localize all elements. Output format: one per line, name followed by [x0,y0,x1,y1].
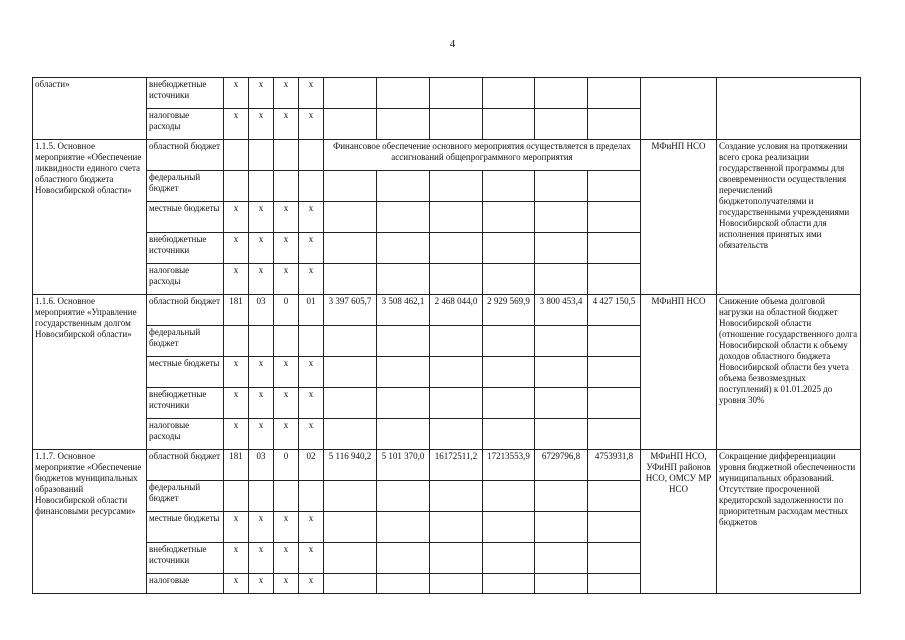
code-cell: х [249,419,274,450]
funding-source-cell: местные бюджеты [147,357,224,388]
code-cell: х [249,512,274,543]
code-cell: х [274,109,299,140]
code-cell: х [224,264,249,295]
code-cell: х [274,233,299,264]
code-cell: 0 [274,450,299,481]
code-cell: х [249,78,274,109]
executor-cell: МФиНП НСО, УФиНП районов НСО, ОМСУ МР НСО [641,450,717,594]
code-cell: х [224,109,249,140]
code-cell: х [274,78,299,109]
code-cell: 02 [299,450,324,481]
amount-cell: 3 397 605,7 [324,295,377,326]
code-cell: х [224,543,249,574]
amount-cell: 2 929 569,9 [483,295,535,326]
code-cell: х [224,233,249,264]
code-cell: х [224,78,249,109]
code-cell: х [299,357,324,388]
program-table [32,77,861,594]
code-cell: х [299,264,324,295]
code-cell: х [249,233,274,264]
funding-source-cell: федеральный бюджет [147,481,224,512]
table-row [33,295,861,326]
code-cell: х [299,543,324,574]
code-cell: х [224,419,249,450]
executor-cell: МФиНП НСО [641,140,717,295]
result-cell: Сокращение дифференциации уровня бюджетной обеспеченности муниципальных образований. Отсутствие просроченной кредиторской задолженности по приоритетным расходам местных бюджетов [717,450,861,594]
table-row [33,140,861,171]
code-cell: х [249,543,274,574]
funding-source-cell: внебюджетные источники [147,388,224,419]
funding-source-cell: налоговые [147,574,224,594]
code-cell: х [274,574,299,594]
code-cell: х [224,202,249,233]
funding-source-cell: областной бюджет [147,140,224,171]
code-cell: х [249,388,274,419]
code-cell: х [249,357,274,388]
amount-cell: 3 800 453,4 [535,295,588,326]
funding-note-cell: Финансовое обеспечение основного мероприятия осуществляется в пределах ассигнований общепрограммного мероприятия [324,140,641,171]
code-cell: х [299,512,324,543]
code-cell: 03 [249,295,274,326]
funding-source-cell: федеральный бюджет [147,326,224,357]
code-cell: х [274,357,299,388]
table-row [33,78,861,109]
funding-source-cell: внебюджетные источники [147,543,224,574]
amount-cell: 4753931,8 [588,450,641,481]
funding-source-cell: областной бюджет [147,295,224,326]
result-cell [717,78,861,140]
amount-cell: 6729796,8 [535,450,588,481]
amount-cell: 17213553,9 [483,450,535,481]
funding-source-cell: налоговые расходы [147,264,224,295]
amount-cell: 5 116 940,2 [324,450,377,481]
funding-source-cell: федеральный бюджет [147,171,224,202]
measure-name-cell: 1.1.5. Основное мероприятие «Обеспечение ликвидности единого счета областного бюджета Новосибирской области» [33,140,147,295]
code-cell: х [274,202,299,233]
measure-name-cell: области» [33,78,147,140]
funding-source-cell: областной бюджет [147,450,224,481]
code-cell: х [299,233,324,264]
code-cell: 181 [224,450,249,481]
amount-cell: 3 508 462,1 [377,295,430,326]
amount-cell: 2 468 044,0 [430,295,483,326]
table-row [33,450,861,481]
code-cell: х [249,264,274,295]
funding-source-cell: налоговые расходы [147,109,224,140]
funding-source-cell: внебюджетные источники [147,233,224,264]
funding-source-cell: местные бюджеты [147,202,224,233]
code-cell: х [224,357,249,388]
code-cell: х [274,419,299,450]
amount-cell: 5 101 370,0 [377,450,430,481]
executor-cell [641,78,717,140]
code-cell: х [224,388,249,419]
amount-cell: 4 427 150,5 [588,295,641,326]
code-cell: х [299,109,324,140]
executor-cell: МФиНП НСО [641,295,717,450]
amount-cell: 16172511,2 [430,450,483,481]
funding-source-cell: внебюджетные источники [147,78,224,109]
code-cell: х [249,109,274,140]
code-cell: х [274,388,299,419]
code-cell: 181 [224,295,249,326]
code-cell: х [299,78,324,109]
code-cell: х [274,543,299,574]
code-cell: х [299,419,324,450]
result-cell: Создание условия на протяжении всего срока реализации государственной программы для своевременности осуществления перечислений бюджетополучателями и государственными учреждениями Новосибирской области для исполнения принятых ими обязательств [717,140,861,295]
code-cell: х [249,574,274,594]
measure-name-cell: 1.1.7. Основное мероприятие «Обеспечение бюджетов муниципальных образований Новосибирской области финансовыми ресурсами» [33,450,147,594]
code-cell: 01 [299,295,324,326]
code-cell: 0 [274,295,299,326]
measure-name-cell: 1.1.6. Основное мероприятие «Управление государственным долгом Новосибирской области» [33,295,147,450]
funding-source-cell: местные бюджеты [147,512,224,543]
funding-source-cell: налоговые расходы [147,419,224,450]
page-number: 4 [449,38,456,50]
code-cell: х [249,202,274,233]
code-cell: х [274,264,299,295]
code-cell: х [224,574,249,594]
code-cell: х [299,388,324,419]
code-cell: х [299,574,324,594]
result-cell: Снижение объема долговой нагрузки на областной бюджет Новосибирской области (отношение государственного долга Новосибирской области к объему доходов областного бюджета Новосибирской области без учета объема безвозмездных поступлений) к 01.01.2025 до уровня 30% [717,295,861,450]
code-cell: х [224,512,249,543]
code-cell: х [274,512,299,543]
code-cell: 03 [249,450,274,481]
code-cell: х [299,202,324,233]
